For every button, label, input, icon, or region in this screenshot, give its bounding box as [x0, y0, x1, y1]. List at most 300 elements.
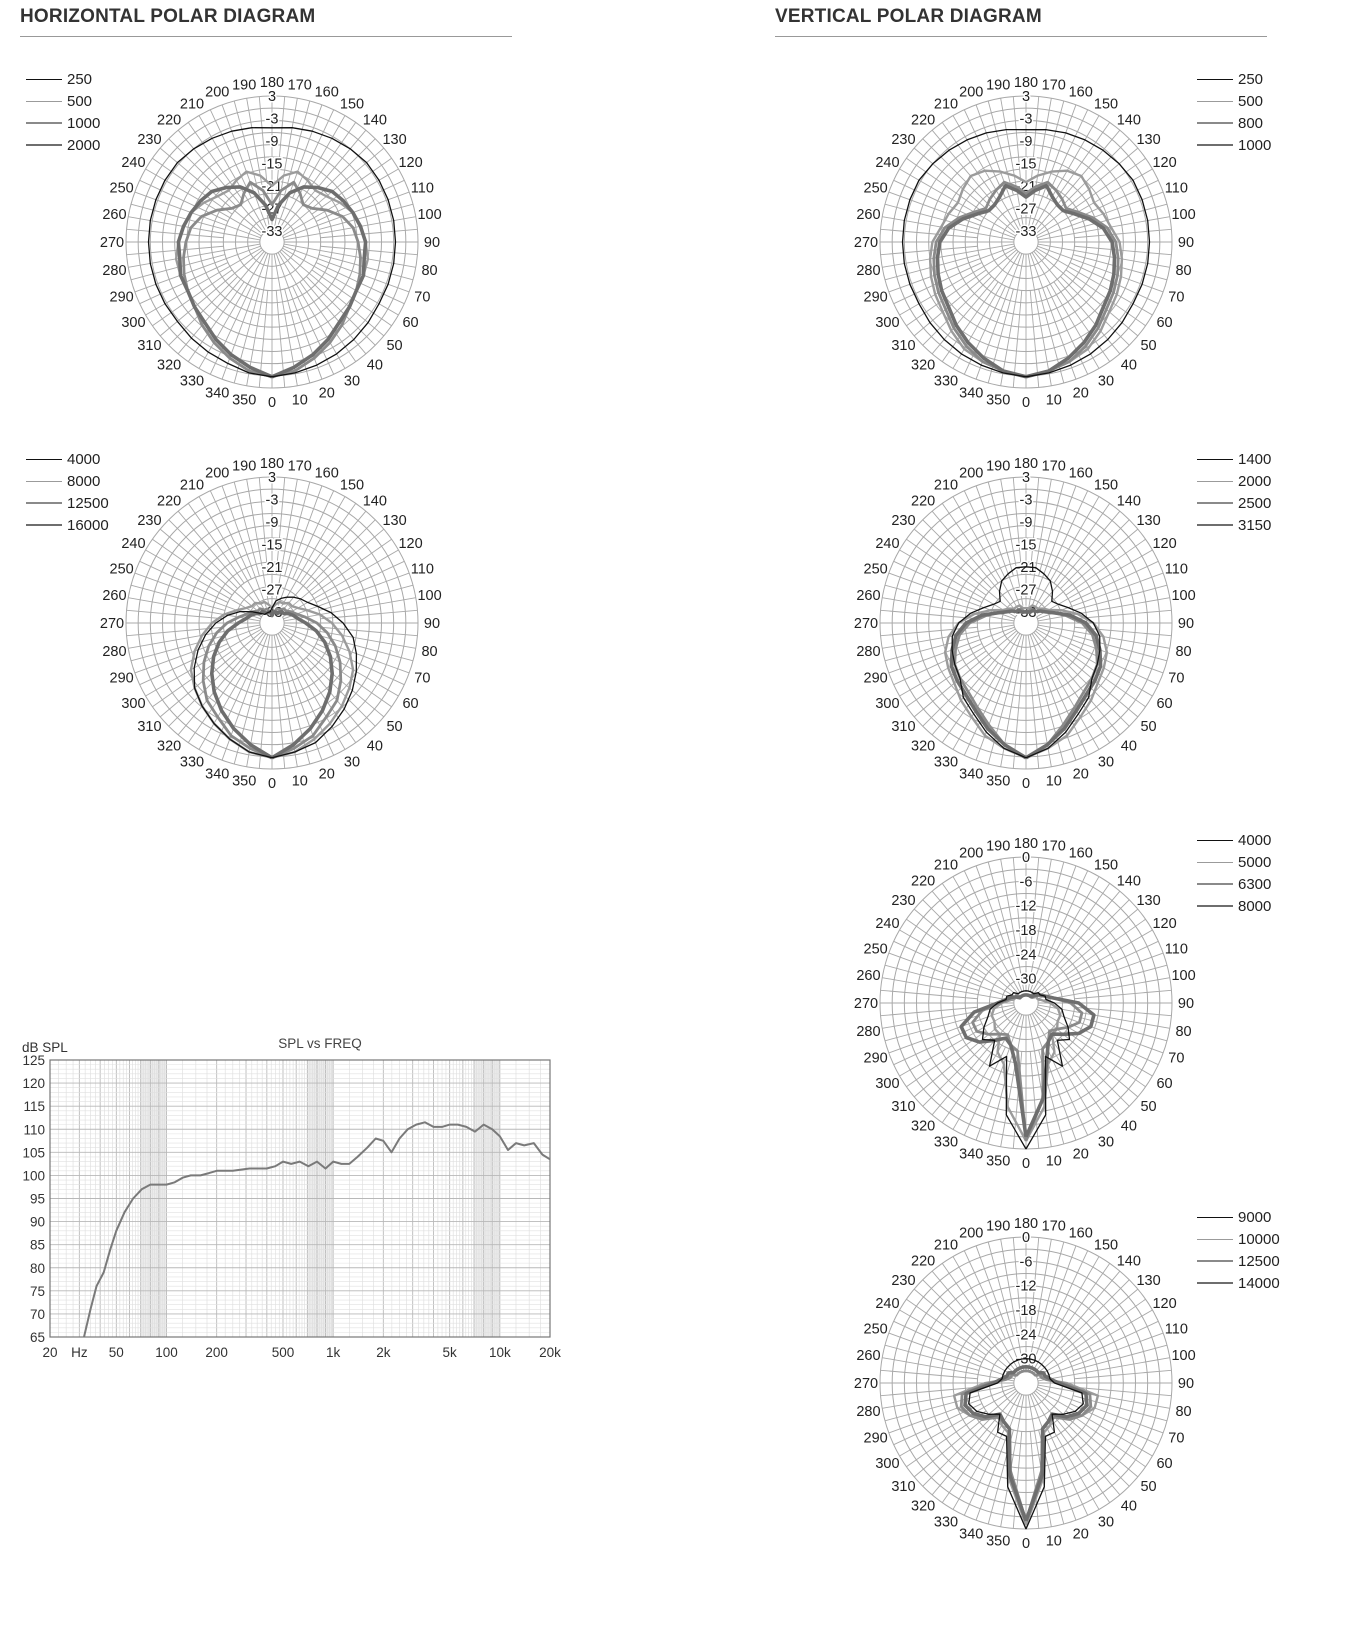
- angle-label: 110: [1164, 180, 1188, 197]
- angle-label: 30: [1097, 373, 1115, 390]
- legend-swatch: [1197, 905, 1233, 907]
- grid-spoke: [1060, 1280, 1129, 1349]
- angle-label: 260: [856, 588, 881, 605]
- legend-label: 4000: [67, 450, 101, 468]
- grid-spoke: [1060, 1037, 1129, 1106]
- angle-label: 100: [1171, 1348, 1196, 1365]
- angle-label: 240: [875, 536, 900, 552]
- legend-swatch: [1197, 1282, 1233, 1284]
- radial-tick-label: -15: [261, 156, 283, 173]
- legend-swatch: [1197, 144, 1233, 146]
- legend-label: 2000: [67, 136, 101, 154]
- angle-label: 20: [1072, 1526, 1089, 1543]
- angle-label: 100: [1171, 207, 1196, 224]
- angle-label: 140: [1116, 1253, 1141, 1270]
- y-tick-label: 65: [29, 1330, 45, 1345]
- angle-label: 300: [121, 696, 146, 712]
- legend-swatch: [1197, 79, 1233, 80]
- angle-label: 90: [423, 235, 441, 251]
- angle-label: 300: [121, 315, 146, 331]
- legend-label: 10000: [1238, 1230, 1280, 1248]
- angle-label: 190: [986, 458, 1011, 475]
- radial-tick-label: -3: [1019, 111, 1033, 128]
- legend-swatch: [1197, 883, 1233, 885]
- angle-label: 80: [1175, 1403, 1192, 1420]
- angle-label: 100: [1171, 968, 1196, 985]
- angle-label: 330: [933, 373, 959, 390]
- radial-tick-label: -21: [261, 178, 283, 195]
- angle-label: 140: [362, 493, 387, 510]
- angle-label: 300: [875, 315, 900, 331]
- angle-label: 340: [205, 385, 230, 402]
- radial-tick-label: -21: [1015, 178, 1037, 195]
- grid-spoke: [306, 520, 375, 589]
- angle-label: 240: [875, 1296, 900, 1312]
- y-tick-label: 70: [29, 1306, 45, 1322]
- legend: [1197, 68, 1271, 156]
- angle-label: 210: [933, 857, 959, 874]
- angle-label: 190: [986, 77, 1011, 94]
- legend-entry: [26, 448, 109, 470]
- legend-entry: [1197, 895, 1271, 917]
- angle-label: 210: [179, 96, 205, 113]
- angle-label: 330: [933, 1134, 959, 1151]
- legend-swatch: [1197, 1239, 1233, 1240]
- angle-label: 120: [398, 155, 423, 171]
- angle-label: 300: [875, 1076, 900, 1092]
- radial-tick-label: -9: [1019, 133, 1033, 150]
- angle-label: 280: [102, 643, 127, 660]
- y-tick-label: 100: [22, 1168, 45, 1184]
- angle-label: 110: [1164, 941, 1188, 958]
- radial-tick-label: -3: [265, 111, 279, 128]
- legend-swatch: [26, 481, 62, 482]
- legend-entry: [1197, 90, 1271, 112]
- legend-label: 16000: [67, 516, 109, 534]
- angle-label: 30: [1097, 754, 1115, 771]
- angle-label: 230: [891, 1273, 916, 1290]
- legend-label: 1400: [1238, 450, 1272, 468]
- angle-label: 160: [1068, 1225, 1093, 1242]
- angle-label: 270: [853, 1376, 879, 1392]
- angle-label: 170: [287, 77, 312, 94]
- angle-label: 240: [121, 155, 146, 171]
- radial-tick-label: -27: [261, 201, 283, 218]
- spl-vs-freq-chart: [0, 1030, 580, 1370]
- angle-label: 330: [933, 754, 959, 771]
- grid-spoke: [1038, 1358, 1170, 1381]
- grid-spoke: [128, 217, 260, 240]
- angle-label: 60: [402, 315, 419, 331]
- legend-label: 500: [1238, 92, 1264, 110]
- y-tick-label: 80: [29, 1260, 45, 1276]
- x-tick-label: Hz: [71, 1345, 88, 1360]
- angle-label: 120: [398, 536, 423, 552]
- radial-tick-label: -12: [1015, 1278, 1037, 1295]
- grid-spoke: [882, 244, 1014, 267]
- angle-label: 40: [366, 357, 383, 374]
- polar-svg: [86, 445, 458, 801]
- angle-label: 180: [1013, 456, 1039, 472]
- grid-spoke: [1028, 254, 1051, 386]
- legend-entry: [1197, 873, 1271, 895]
- angle-label: 230: [137, 513, 162, 530]
- legend-label: 8000: [1238, 897, 1272, 915]
- legend-entry: [1197, 1250, 1280, 1272]
- legend-label: 5000: [1238, 853, 1272, 871]
- legend-swatch: [1197, 862, 1233, 863]
- angle-label: 0: [1021, 1536, 1031, 1552]
- legend-swatch: [26, 144, 62, 146]
- legend-swatch: [26, 459, 62, 460]
- angle-label: 150: [1093, 96, 1119, 113]
- y-tick-label: 105: [22, 1145, 45, 1161]
- angle-label: 30: [343, 754, 361, 771]
- angle-label: 290: [109, 289, 134, 306]
- angle-label: 130: [1136, 132, 1161, 149]
- angle-label: 140: [1116, 112, 1141, 129]
- grid-spoke: [923, 1037, 992, 1106]
- angle-label: 140: [362, 112, 387, 129]
- x-tick-label: 20: [42, 1345, 58, 1360]
- radial-tick-label: 3: [267, 470, 277, 486]
- legend-swatch: [1197, 840, 1233, 841]
- angle-label: 20: [1072, 385, 1089, 402]
- polar-svg: [86, 64, 458, 420]
- angle-label: 280: [856, 643, 881, 660]
- angle-label: 80: [421, 262, 438, 279]
- legend: [1197, 1206, 1280, 1294]
- angle-label: 80: [421, 643, 438, 660]
- angle-label: 10: [1045, 1153, 1062, 1170]
- angle-label: 330: [933, 1514, 959, 1531]
- grid-spoke: [923, 900, 992, 969]
- angle-label: 50: [1140, 337, 1157, 354]
- radial-tick-label: -6: [1019, 1254, 1033, 1271]
- angle-label: 10: [1045, 392, 1062, 409]
- angle-label: 200: [959, 845, 984, 862]
- polar-svg: [840, 825, 1212, 1181]
- angle-label: 20: [318, 766, 335, 783]
- legend-swatch: [1197, 1217, 1233, 1218]
- radial-tick-label: -24: [1015, 947, 1037, 964]
- spl-svg: [0, 1030, 580, 1370]
- angle-label: 220: [911, 873, 936, 890]
- polar-svg: [840, 445, 1212, 801]
- legend-swatch: [1197, 122, 1233, 124]
- legend-entry: [26, 514, 109, 536]
- legend-swatch: [26, 502, 62, 504]
- angle-label: 310: [891, 718, 916, 735]
- angle-label: 350: [986, 773, 1011, 790]
- angle-label: 190: [986, 838, 1011, 855]
- angle-label: 240: [875, 916, 900, 932]
- radial-tick-label: -33: [1015, 223, 1037, 240]
- angle-label: 290: [109, 670, 134, 687]
- angle-label: 290: [863, 670, 888, 687]
- radial-tick-label: 3: [267, 89, 277, 105]
- angle-label: 270: [853, 235, 879, 251]
- legend-entry: [1197, 1228, 1280, 1250]
- legend-entry: [1197, 829, 1271, 851]
- angle-label: 40: [1120, 738, 1137, 755]
- legend-entry: [26, 470, 109, 492]
- angle-label: 160: [1068, 84, 1093, 101]
- legend-swatch: [1197, 481, 1233, 482]
- angle-label: 300: [875, 1456, 900, 1472]
- angle-label: 20: [1072, 1146, 1089, 1163]
- angle-label: 270: [99, 235, 125, 251]
- angle-label: 240: [875, 155, 900, 171]
- angle-label: 220: [911, 493, 936, 510]
- radial-tick-label: -9: [1019, 514, 1033, 531]
- angle-label: 210: [933, 477, 959, 494]
- angle-label: 230: [137, 132, 162, 149]
- grid-spoke: [284, 625, 416, 648]
- angle-label: 160: [1068, 465, 1093, 482]
- radial-tick-label: -24: [1015, 1327, 1037, 1344]
- angle-label: 230: [891, 513, 916, 530]
- angle-label: 170: [1041, 838, 1066, 855]
- angle-label: 50: [1140, 1098, 1157, 1115]
- legend-entry: [1197, 68, 1271, 90]
- legend-entry: [26, 492, 109, 514]
- angle-label: 90: [423, 616, 441, 632]
- x-tick-label: 200: [205, 1345, 228, 1360]
- angle-label: 70: [1168, 1430, 1185, 1447]
- radial-tick-label: -3: [1019, 492, 1033, 509]
- y-tick-label: 125: [22, 1053, 45, 1068]
- angle-label: 90: [1177, 996, 1195, 1012]
- angle-label: 230: [891, 893, 916, 910]
- radial-tick-label: -27: [1015, 201, 1037, 218]
- angle-label: 250: [863, 180, 888, 197]
- radial-tick-label: -3: [265, 492, 279, 509]
- grid-spoke: [284, 217, 416, 240]
- angle-label: 170: [1041, 77, 1066, 94]
- angle-label: 120: [1152, 1296, 1177, 1312]
- angle-label: 70: [1168, 289, 1185, 306]
- angle-label: 70: [1168, 1050, 1185, 1067]
- angle-label: 0: [267, 395, 277, 411]
- horizontal-polar-low: [86, 64, 458, 420]
- radial-tick-label: -15: [261, 537, 283, 554]
- angle-label: 70: [1168, 670, 1185, 687]
- legend-swatch: [26, 79, 62, 80]
- vertical-polar-4: [840, 1205, 1212, 1561]
- angle-label: 180: [1013, 75, 1039, 91]
- angle-label: 310: [891, 1478, 916, 1495]
- horizontal-title-rule: [20, 36, 512, 37]
- angle-label: 220: [157, 493, 182, 510]
- angle-label: 200: [205, 465, 230, 482]
- angle-label: 50: [1140, 718, 1157, 735]
- x-tick-label: 1k: [326, 1345, 341, 1360]
- angle-label: 140: [1116, 493, 1141, 510]
- angle-label: 200: [205, 84, 230, 101]
- angle-label: 210: [179, 477, 205, 494]
- y-tick-label: 85: [29, 1237, 45, 1253]
- angle-label: 260: [856, 968, 881, 985]
- angle-label: 190: [986, 1218, 1011, 1235]
- angle-label: 130: [382, 513, 407, 530]
- grid-spoke: [923, 520, 992, 589]
- vertical-polar-3: [840, 825, 1212, 1181]
- legend-label: 1000: [67, 114, 101, 132]
- angle-label: 240: [121, 536, 146, 552]
- radial-tick-label: -33: [261, 223, 283, 240]
- radial-tick-label: -18: [1015, 923, 1037, 939]
- angle-label: 10: [291, 392, 308, 409]
- radial-tick-label: 0: [1021, 1230, 1031, 1246]
- angle-label: 130: [1136, 513, 1161, 530]
- angle-label: 220: [911, 1253, 936, 1270]
- legend-entry: [1197, 1206, 1280, 1228]
- angle-label: 150: [339, 96, 365, 113]
- legend-label: 12500: [67, 494, 109, 512]
- angle-label: 150: [1093, 477, 1119, 494]
- angle-label: 130: [382, 132, 407, 149]
- angle-label: 140: [1116, 873, 1141, 890]
- angle-label: 190: [232, 458, 257, 475]
- angle-label: 180: [259, 75, 285, 91]
- legend-label: 250: [67, 70, 93, 88]
- radial-tick-label: 0: [1021, 850, 1031, 866]
- horizontal-polar-title: HORIZONTAL POLAR DIAGRAM: [20, 6, 316, 27]
- legend-swatch: [1197, 502, 1233, 504]
- angle-label: 320: [157, 357, 182, 374]
- angle-label: 160: [314, 84, 339, 101]
- legend-swatch: [26, 122, 62, 124]
- legend: [26, 448, 109, 536]
- legend-label: 8000: [67, 472, 101, 490]
- legend-entry: [1197, 851, 1271, 873]
- angle-label: 120: [1152, 916, 1177, 932]
- angle-label: 350: [986, 1533, 1011, 1550]
- angle-label: 40: [1120, 1498, 1137, 1515]
- legend-label: 6300: [1238, 875, 1272, 893]
- radial-tick-label: -30: [1015, 971, 1037, 988]
- angle-label: 130: [1136, 893, 1161, 910]
- legend-label: 14000: [1238, 1274, 1280, 1292]
- angle-label: 200: [959, 465, 984, 482]
- radial-tick-label: -33: [261, 604, 283, 621]
- angle-label: 60: [1156, 696, 1173, 712]
- angle-label: 350: [986, 1153, 1011, 1170]
- angle-label: 50: [1140, 1478, 1157, 1495]
- vertical-polar-title: VERTICAL POLAR DIAGRAM: [775, 6, 1042, 27]
- angle-label: 310: [891, 1098, 916, 1115]
- angle-label: 110: [1164, 1321, 1188, 1338]
- legend-entry: [26, 90, 100, 112]
- legend-swatch: [1197, 459, 1233, 460]
- angle-label: 320: [911, 1118, 936, 1135]
- angle-label: 250: [109, 561, 134, 578]
- legend-label: 500: [67, 92, 93, 110]
- horizontal-polar-high: [86, 445, 458, 801]
- legend-entry: [1197, 112, 1271, 134]
- grid-spoke: [1001, 254, 1024, 386]
- legend-entry: [1197, 1272, 1280, 1294]
- angle-label: 340: [959, 1146, 984, 1163]
- grid-spoke: [882, 978, 1014, 1001]
- legend-swatch: [1197, 1260, 1233, 1262]
- radial-tick-label: -33: [1015, 604, 1037, 621]
- legend-entry: [26, 68, 100, 90]
- angle-label: 170: [1041, 458, 1066, 475]
- angle-label: 310: [137, 337, 162, 354]
- angle-label: 150: [1093, 857, 1119, 874]
- y-tick-label: 120: [22, 1076, 45, 1092]
- angle-label: 100: [417, 207, 442, 224]
- angle-label: 320: [911, 738, 936, 755]
- grid-spoke: [1060, 520, 1129, 589]
- angle-label: 290: [863, 1430, 888, 1447]
- angle-label: 80: [1175, 262, 1192, 279]
- radial-tick-label: -12: [1015, 898, 1037, 915]
- x-tick-label: 500: [271, 1345, 295, 1360]
- polar-svg: [840, 1205, 1212, 1561]
- angle-label: 310: [137, 718, 162, 735]
- angle-label: 80: [1175, 1023, 1192, 1040]
- angle-label: 270: [853, 616, 879, 632]
- angle-label: 30: [1097, 1514, 1115, 1531]
- grid-spoke: [1060, 900, 1129, 969]
- grid-spoke: [284, 244, 416, 267]
- legend-entry: [26, 134, 100, 156]
- angle-label: 120: [1152, 536, 1177, 552]
- angle-label: 60: [1156, 1456, 1173, 1472]
- radial-tick-label: -18: [1015, 1303, 1037, 1319]
- radial-tick-label: -15: [1015, 156, 1037, 173]
- legend-label: 3150: [1238, 516, 1272, 534]
- angle-label: 30: [1097, 1134, 1115, 1151]
- angle-label: 250: [863, 1321, 888, 1338]
- angle-label: 100: [1171, 588, 1196, 605]
- angle-label: 340: [959, 1526, 984, 1543]
- legend-swatch: [26, 524, 62, 526]
- x-tick-label: 2k: [376, 1345, 391, 1360]
- legend-swatch: [26, 101, 62, 102]
- radial-tick-label: -27: [1015, 582, 1037, 599]
- angle-label: 200: [959, 84, 984, 101]
- angle-label: 0: [267, 776, 277, 792]
- polar-svg: [840, 64, 1212, 420]
- legend-swatch: [1197, 101, 1233, 102]
- angle-label: 250: [863, 941, 888, 958]
- angle-label: 110: [410, 180, 434, 197]
- angle-label: 60: [1156, 315, 1173, 331]
- y-tick-label: 115: [23, 1099, 45, 1115]
- angle-label: 120: [1152, 155, 1177, 171]
- radial-tick-label: -27: [261, 582, 283, 599]
- angle-label: 200: [959, 1225, 984, 1242]
- x-tick-label: 20k: [539, 1345, 561, 1360]
- angle-label: 50: [386, 718, 403, 735]
- angle-label: 60: [402, 696, 419, 712]
- angle-label: 130: [1136, 1273, 1161, 1290]
- x-tick-label: 100: [155, 1345, 178, 1360]
- angle-label: 340: [205, 766, 230, 783]
- angle-label: 180: [1013, 836, 1039, 852]
- angle-label: 180: [1013, 1216, 1039, 1232]
- angle-label: 170: [1041, 1218, 1066, 1235]
- radial-tick-label: -15: [1015, 537, 1037, 554]
- angle-label: 320: [911, 1498, 936, 1515]
- radial-tick-label: 3: [1021, 89, 1031, 105]
- angle-label: 70: [414, 670, 431, 687]
- grid-spoke: [169, 276, 238, 345]
